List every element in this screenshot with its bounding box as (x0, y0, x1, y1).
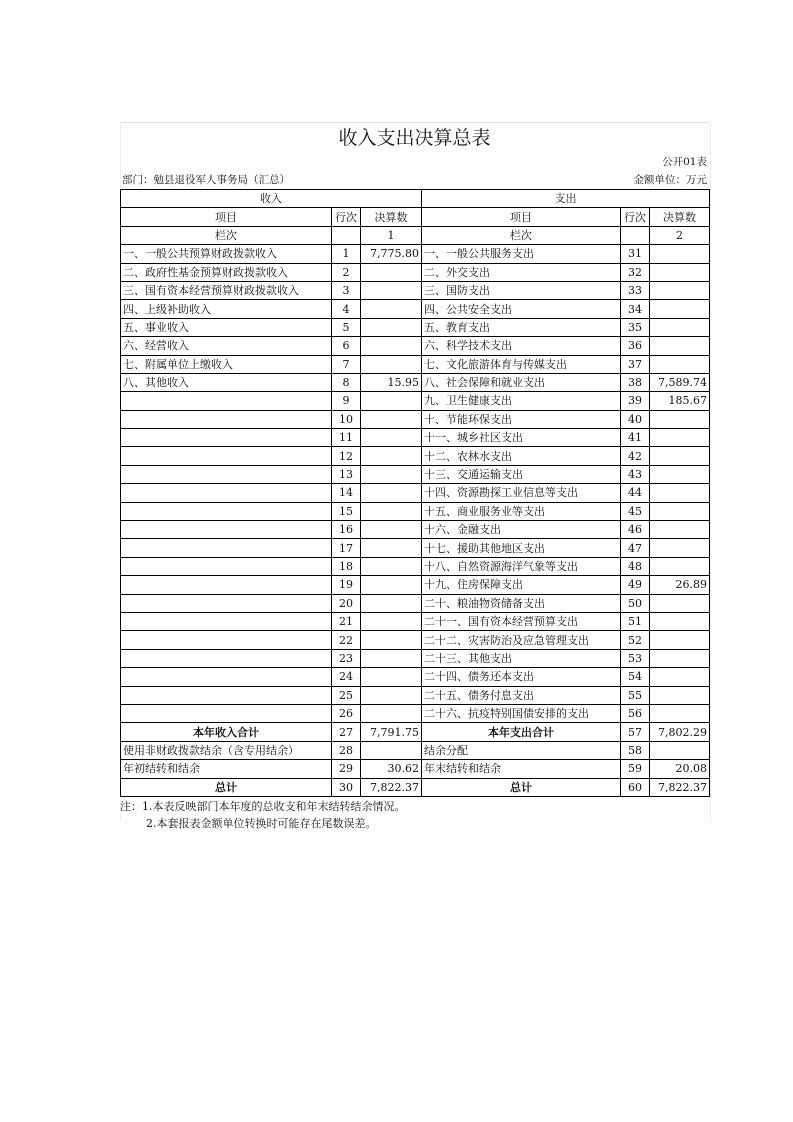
income-amount: 15.95 (361, 373, 422, 391)
expense-col-index: 2 (650, 226, 710, 244)
expense-rowno-header: 行次 (621, 208, 650, 226)
expense-item: 十二、农林水支出 (422, 447, 621, 465)
expense-item: 十一、城乡社区支出 (422, 429, 621, 447)
table-row (121, 484, 710, 502)
table-row (121, 631, 710, 649)
expense-amount (650, 410, 710, 428)
expense-row-no: 57 (621, 723, 650, 741)
income-item (121, 557, 332, 575)
income-amount (361, 668, 422, 686)
expense-amount (650, 612, 710, 630)
income-col-label: 栏次 (121, 226, 332, 244)
expense-item: 二十四、债务还本支出 (422, 668, 621, 686)
income-item: 六、经营收入 (121, 337, 332, 355)
expense-row-no: 48 (621, 557, 650, 575)
income-row-no: 13 (332, 465, 361, 483)
income-item: 四、上级补助收入 (121, 300, 332, 318)
income-expense-table (120, 189, 710, 797)
income-amount (361, 281, 422, 299)
expense-row-no: 41 (621, 429, 650, 447)
expense-item: 本年支出合计 (422, 723, 621, 741)
expense-row-no: 45 (621, 502, 650, 520)
expense-row-no: 46 (621, 521, 650, 539)
table-row (121, 704, 710, 722)
expense-row-no: 43 (621, 465, 650, 483)
summary-row (121, 723, 710, 741)
report-sheet (120, 122, 709, 832)
income-header: 收入 (121, 190, 422, 208)
expense-amount-header: 决算数 (650, 208, 710, 226)
expense-amount (650, 521, 710, 539)
expense-item-header: 项目 (422, 208, 621, 226)
income-row-no: 2 (332, 263, 361, 281)
expense-amount: 7,802.29 (650, 723, 710, 741)
income-item (121, 484, 332, 502)
summary-row (121, 760, 710, 778)
expense-row-no: 36 (621, 337, 650, 355)
income-item (121, 612, 332, 630)
expense-amount (650, 686, 710, 704)
income-amount (361, 649, 422, 667)
expense-item: 二十一、国有资本经营预算支出 (422, 612, 621, 630)
table-row (121, 502, 710, 520)
expense-row-no: 33 (621, 281, 650, 299)
income-amount-header: 决算数 (361, 208, 422, 226)
table-row (121, 594, 710, 612)
column-index-row (121, 226, 710, 244)
income-amount (361, 631, 422, 649)
department-label: 部门：勉县退役军人事务局（汇总） (122, 174, 290, 186)
income-item: 使用非财政拨款结余（含专用结余） (121, 741, 332, 759)
income-amount (361, 502, 422, 520)
table-row (121, 465, 710, 483)
income-item: 总计 (121, 778, 332, 796)
summary-row (121, 741, 710, 759)
expense-item: 十五、商业服务业等支出 (422, 502, 621, 520)
expense-item: 一、一般公共服务支出 (422, 245, 621, 263)
income-row-no: 15 (332, 502, 361, 520)
page-title: 收入支出决算总表 (120, 122, 709, 153)
income-amount (361, 410, 422, 428)
income-row-no: 25 (332, 686, 361, 704)
income-amount (361, 612, 422, 630)
income-item (121, 539, 332, 557)
expense-row-no: 52 (621, 631, 650, 649)
expense-amount (650, 318, 710, 336)
expense-item: 二十、粮油物资储备支出 (422, 594, 621, 612)
income-row-no: 10 (332, 410, 361, 428)
table-row (121, 392, 710, 410)
expense-item: 五、教育支出 (422, 318, 621, 336)
table-row (121, 373, 710, 391)
expense-header: 支出 (422, 190, 710, 208)
expense-row-no: 49 (621, 576, 650, 594)
income-item (121, 502, 332, 520)
income-row-no: 5 (332, 318, 361, 336)
expense-item: 总计 (422, 778, 621, 796)
table-row (121, 557, 710, 575)
expense-row-no: 32 (621, 263, 650, 281)
income-amount (361, 318, 422, 336)
income-row-no: 29 (332, 760, 361, 778)
expense-amount (650, 594, 710, 612)
table-row (121, 447, 710, 465)
department-row (120, 171, 709, 189)
income-row-no: 19 (332, 576, 361, 594)
expense-amount (650, 355, 710, 373)
table-row (121, 576, 710, 594)
income-item (121, 429, 332, 447)
expense-amount: 20.08 (650, 760, 710, 778)
expense-col-label: 栏次 (422, 226, 621, 244)
expense-amount (650, 465, 710, 483)
expense-amount (650, 631, 710, 649)
expense-amount: 7,589.74 (650, 373, 710, 391)
income-item (121, 649, 332, 667)
expense-item: 七、文化旅游体育与传媒支出 (422, 355, 621, 373)
income-row-no: 22 (332, 631, 361, 649)
expense-item: 十七、援助其他地区支出 (422, 539, 621, 557)
expense-row-no: 53 (621, 649, 650, 667)
expense-row-no: 60 (621, 778, 650, 796)
expense-item: 结余分配 (422, 741, 621, 759)
expense-item: 二十六、抗疫特别国债安排的支出 (422, 704, 621, 722)
expense-row-no: 31 (621, 245, 650, 263)
income-row-no: 12 (332, 447, 361, 465)
expense-row-no: 39 (621, 392, 650, 410)
expense-row-no: 55 (621, 686, 650, 704)
income-amount (361, 741, 422, 759)
table-row (121, 429, 710, 447)
expense-item: 二十二、灾害防治及应急管理支出 (422, 631, 621, 649)
expense-amount (650, 502, 710, 520)
expense-item: 六、科学技术支出 (422, 337, 621, 355)
expense-item: 二十五、债务付息支出 (422, 686, 621, 704)
income-amount (361, 484, 422, 502)
expense-row-no: 51 (621, 612, 650, 630)
table-row (121, 521, 710, 539)
income-item (121, 447, 332, 465)
income-row-no: 14 (332, 484, 361, 502)
expense-row-no: 37 (621, 355, 650, 373)
income-item (121, 521, 332, 539)
income-item-header: 项目 (121, 208, 332, 226)
expense-item: 十四、资源勘探工业信息等支出 (422, 484, 621, 502)
expense-item: 十三、交通运输支出 (422, 465, 621, 483)
table-row (121, 649, 710, 667)
income-item (121, 631, 332, 649)
expense-amount (650, 484, 710, 502)
income-row-no: 17 (332, 539, 361, 557)
expense-amount: 7,822.37 (650, 778, 710, 796)
income-item (121, 410, 332, 428)
expense-row-no: 58 (621, 741, 650, 759)
expense-amount (650, 704, 710, 722)
income-row-no: 16 (332, 521, 361, 539)
expense-amount (650, 668, 710, 686)
expense-item: 二十三、其他支出 (422, 649, 621, 667)
income-amount (361, 539, 422, 557)
income-amount (361, 355, 422, 373)
income-item: 五、事业收入 (121, 318, 332, 336)
expense-amount (650, 245, 710, 263)
income-row-no: 18 (332, 557, 361, 575)
income-row-no: 21 (332, 612, 361, 630)
expense-item: 三、国防支出 (422, 281, 621, 299)
income-row-no: 27 (332, 723, 361, 741)
income-item: 七、附属单位上缴收入 (121, 355, 332, 373)
expense-amount (650, 539, 710, 557)
income-amount (361, 337, 422, 355)
expense-item: 二、外交支出 (422, 263, 621, 281)
income-row-no: 23 (332, 649, 361, 667)
income-amount: 7,775.80 (361, 245, 422, 263)
income-item (121, 465, 332, 483)
table-row (121, 300, 710, 318)
expense-item: 年末结转和结余 (422, 760, 621, 778)
income-row-no: 26 (332, 704, 361, 722)
income-item (121, 686, 332, 704)
expense-amount (650, 281, 710, 299)
income-amount (361, 686, 422, 704)
expense-item: 十九、住房保障支出 (422, 576, 621, 594)
income-item (121, 576, 332, 594)
income-item (121, 668, 332, 686)
expense-row-no: 34 (621, 300, 650, 318)
table-row (121, 410, 710, 428)
expense-amount (650, 649, 710, 667)
income-amount (361, 447, 422, 465)
expense-amount (650, 741, 710, 759)
income-row-no: 6 (332, 337, 361, 355)
income-row-no: 7 (332, 355, 361, 373)
income-item: 本年收入合计 (121, 723, 332, 741)
income-row-no: 28 (332, 741, 361, 759)
expense-row-no: 40 (621, 410, 650, 428)
income-row-no: 3 (332, 281, 361, 299)
table-row (121, 337, 710, 355)
expense-amount (650, 337, 710, 355)
expense-row-no: 38 (621, 373, 650, 391)
expense-item: 九、卫生健康支出 (422, 392, 621, 410)
table-row (121, 245, 710, 263)
expense-row-no: 42 (621, 447, 650, 465)
income-row-no: 9 (332, 392, 361, 410)
expense-amount (650, 557, 710, 575)
expense-amount: 26.89 (650, 576, 710, 594)
income-amount (361, 465, 422, 483)
income-amount (361, 300, 422, 318)
table-row (121, 355, 710, 373)
table-row (121, 686, 710, 704)
expense-amount (650, 429, 710, 447)
expense-item: 十、节能环保支出 (422, 410, 621, 428)
table-row (121, 318, 710, 336)
expense-col-blank (621, 226, 650, 244)
income-col-index: 1 (361, 226, 422, 244)
income-row-no: 1 (332, 245, 361, 263)
income-amount (361, 557, 422, 575)
expense-amount (650, 263, 710, 281)
note-2: 2.本套报表金额单位转换时可能存在尾数误差。 (146, 816, 377, 830)
table-row (121, 263, 710, 281)
expense-amount: 185.67 (650, 392, 710, 410)
expense-row-no: 35 (621, 318, 650, 336)
table-row (121, 612, 710, 630)
income-row-no: 8 (332, 373, 361, 391)
income-item: 年初结转和结余 (121, 760, 332, 778)
income-row-no: 11 (332, 429, 361, 447)
table-row (121, 539, 710, 557)
income-amount (361, 392, 422, 410)
section-header-row (121, 190, 710, 208)
income-item: 二、政府性基金预算财政拨款收入 (121, 263, 332, 281)
form-code-row (120, 153, 709, 171)
income-amount (361, 704, 422, 722)
income-item: 三、国有资本经营预算财政拨款收入 (121, 281, 332, 299)
income-item (121, 392, 332, 410)
income-rowno-header: 行次 (332, 208, 361, 226)
income-item: 八、其他收入 (121, 373, 332, 391)
income-amount: 30.62 (361, 760, 422, 778)
expense-row-no: 59 (621, 760, 650, 778)
income-row-no: 30 (332, 778, 361, 796)
income-amount: 7,822.37 (361, 778, 422, 796)
income-item: 一、一般公共预算财政拨款收入 (121, 245, 332, 263)
income-row-no: 20 (332, 594, 361, 612)
expense-item: 十六、金融支出 (422, 521, 621, 539)
income-item (121, 594, 332, 612)
form-code: 公开01表 (662, 156, 707, 168)
income-amount (361, 429, 422, 447)
income-col-blank (332, 226, 361, 244)
income-amount (361, 521, 422, 539)
income-amount (361, 263, 422, 281)
expense-item: 四、公共安全支出 (422, 300, 621, 318)
summary-row (121, 778, 710, 796)
expense-row-no: 56 (621, 704, 650, 722)
income-amount: 7,791.75 (361, 723, 422, 741)
expense-row-no: 47 (621, 539, 650, 557)
expense-amount (650, 447, 710, 465)
income-row-no: 4 (332, 300, 361, 318)
note-1: 注：1.本表反映部门本年度的总收支和年末结转结余情况。 (120, 799, 406, 813)
income-amount (361, 576, 422, 594)
expense-row-no: 44 (621, 484, 650, 502)
table-row (121, 668, 710, 686)
column-header-row (121, 208, 710, 226)
expense-amount (650, 300, 710, 318)
expense-row-no: 50 (621, 594, 650, 612)
expense-item: 十八、自然资源海洋气象等支出 (422, 557, 621, 575)
income-item (121, 704, 332, 722)
unit-label: 金额单位：万元 (633, 174, 707, 186)
table-row (121, 281, 710, 299)
income-amount (361, 594, 422, 612)
notes (120, 798, 709, 832)
income-row-no: 24 (332, 668, 361, 686)
expense-row-no: 54 (621, 668, 650, 686)
expense-item: 八、社会保障和就业支出 (422, 373, 621, 391)
